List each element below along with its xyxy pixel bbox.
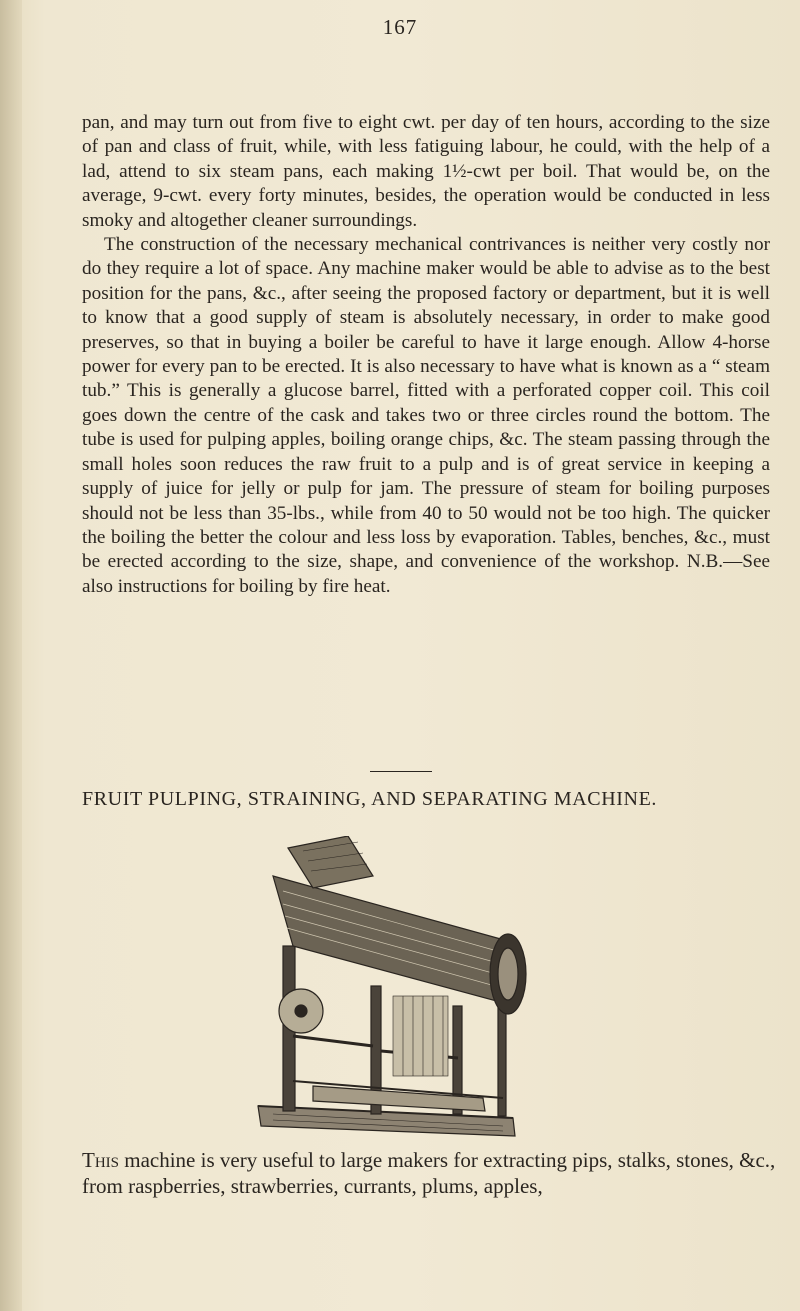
page-number: 167 — [382, 15, 418, 39]
machine-illustration — [253, 836, 543, 1146]
body-text — [82, 111, 770, 599]
page-edge — [0, 0, 22, 1311]
caption-lead: This — [82, 1148, 119, 1172]
paragraph-continued: pan, and may turn out from five to eight cwt. per day of ten hours, according to the size of pan and class of fruit, while, with less fatiguing labour, he could, with the help of a lad, attend to six steam pans, each making 1½-cwt per boil. That would be, on the average, 9-cwt. every forty minutes, besides, the operation would be conducted in less smoky and altogether cleaner surroundings. — [82, 112, 770, 231]
machine-caption — [82, 1147, 782, 1199]
paragraph-construction: The construction of the necessary mechanical contrivances is neither very costly nor do they require a lot of space. Any machine maker would be able to advise as to the best position for the pans, &c., after seeing the proposed factory or department, but it is well to know that a good supply of steam is absolutely necessary, in order to make good preserves, so that in buying a boiler be careful to have it large enough. Allow 4-horse power for every pan to be erected. It is also necessary to have what is known as a “ steam tub.” This is generally a glucose barrel, fitted with a perforated copper coil. This coil goes down the centre of the cask and takes two or three circles round the bottom. The tube is used for pulping apples, boiling orange chips, &c. The steam passing through the small holes soon reduces the raw fruit to a pulp and is of great service in keeping a supply of juice for jelly or pulp for jam. The pressure of steam for boiling purposes should not be less than 35-lbs., while from 40 to 50 would not be too high. The quicker the boiling the better the colour and less loss by evaporation. Tables, benches, &c., must be erected according to the size, shape, and convenience of the workshop. N.B.—See also instructions for boiling by fire heat. — [82, 234, 770, 597]
caption-text: machine is very useful to large makers for extracting pips, stalks, stones, &c., from raspberries, strawberries, currants, plums, apples, — [82, 1148, 776, 1198]
section-divider — [370, 771, 432, 772]
section-heading: FRUIT PULPING, STRAINING, AND SEPARATING MACHINE. — [82, 788, 658, 810]
